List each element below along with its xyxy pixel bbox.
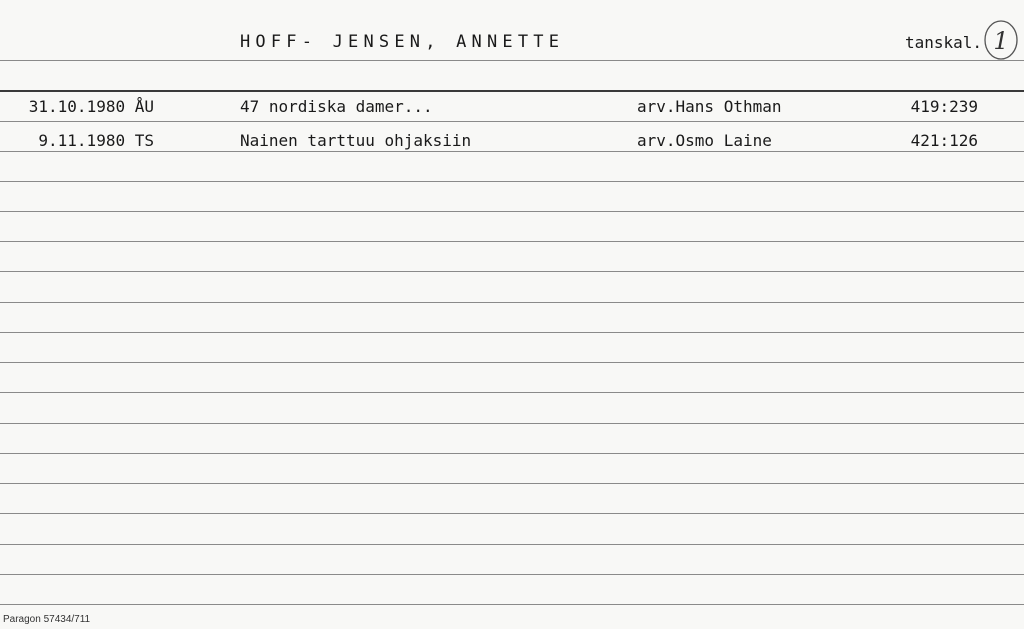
ruled-line <box>0 181 1024 182</box>
ruled-line <box>0 362 1024 363</box>
ruled-line <box>0 332 1024 333</box>
ruled-line <box>0 392 1024 393</box>
ruled-line <box>0 604 1024 605</box>
entry-reference: 421:126 <box>910 131 978 150</box>
ruled-line <box>0 423 1024 424</box>
ruled-line <box>0 544 1024 545</box>
entry-source: TS <box>134 131 154 150</box>
column-header-rule <box>0 90 1024 92</box>
entry-title: Nainen tarttuu ohjaksiin <box>240 131 472 150</box>
entry-title: 47 nordiska damer... <box>240 97 433 116</box>
ruled-line <box>0 151 1024 152</box>
header-rule <box>0 60 1024 61</box>
ruled-line <box>0 241 1024 242</box>
entry-performer: arv.Osmo Laine <box>637 131 772 150</box>
ruled-line <box>0 121 1024 122</box>
entry-source: ÅU <box>134 97 154 116</box>
ruled-line <box>0 211 1024 212</box>
language-label: tanskal. <box>905 33 983 52</box>
ruled-line <box>0 271 1024 272</box>
entry-date: 31.10.1980 <box>28 97 126 116</box>
ruled-line <box>0 453 1024 454</box>
ruled-line <box>0 302 1024 303</box>
entry-reference: 419:239 <box>910 97 978 116</box>
ruled-line <box>0 513 1024 514</box>
printer-imprint: Paragon 57434/711 <box>3 614 91 625</box>
circled-card-number <box>983 18 1019 62</box>
entry-date-source <box>29 97 154 116</box>
entry-date-source <box>38 131 154 150</box>
entry-date: 9.11.1980 <box>38 131 126 150</box>
entry-performer: arv.Hans Othman <box>637 97 782 116</box>
ruled-line <box>0 483 1024 484</box>
card-number-text: 1 <box>993 27 1009 55</box>
person-name: HOFF- JENSEN, ANNETTE <box>240 32 565 52</box>
ruled-line <box>0 574 1024 575</box>
